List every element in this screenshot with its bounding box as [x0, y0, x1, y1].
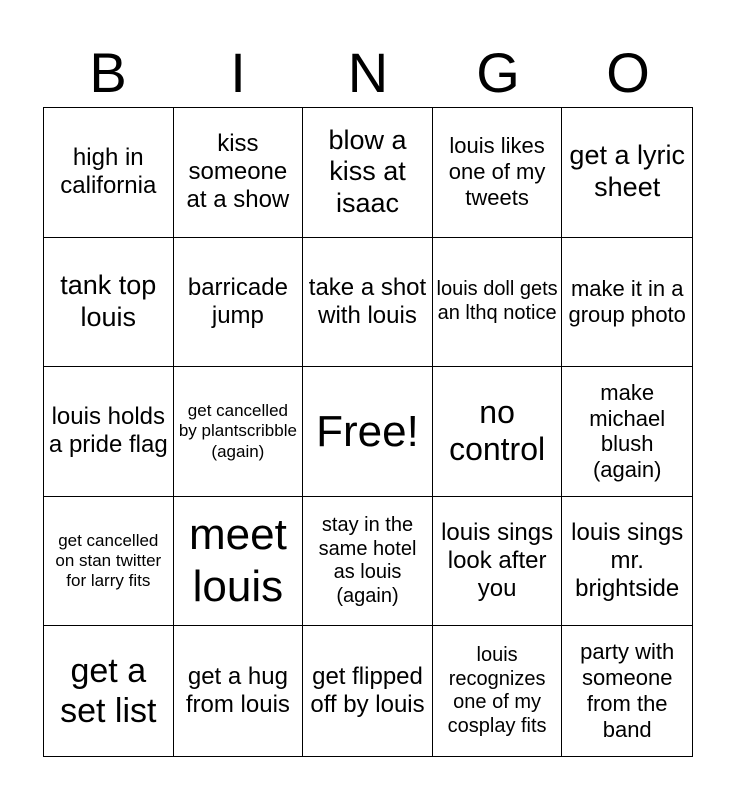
bingo-cell[interactable] — [174, 367, 304, 497]
bingo-cell[interactable] — [433, 238, 563, 368]
bingo-cell[interactable] — [433, 626, 563, 756]
bingo-cell[interactable] — [562, 626, 692, 756]
bingo-cell[interactable] — [44, 367, 174, 497]
bingo-cell[interactable] — [562, 238, 692, 368]
bingo-cell-text: louis recognizes one of my cosplay fits — [447, 644, 547, 737]
bingo-cell[interactable] — [303, 497, 433, 627]
header-letter-b: B — [89, 41, 127, 104]
bingo-cell-text: get flipped off by louis — [310, 662, 425, 719]
bingo-cell[interactable] — [433, 108, 563, 238]
bingo-cell-text: make it in a group photo — [568, 275, 686, 327]
bingo-cell-text: louis sings look after you — [441, 518, 554, 603]
bingo-cell-text: take a shot with louis — [308, 273, 427, 329]
bingo-card-grid — [43, 107, 693, 757]
bingo-cell[interactable] — [433, 367, 563, 497]
bingo-cell-text: meet louis — [188, 510, 287, 612]
bingo-cell[interactable] — [174, 238, 304, 368]
bingo-cell-text: no control — [449, 393, 546, 468]
bingo-cell-text: get cancelled on stan twitter for larry fits — [55, 531, 162, 591]
free-space-text: Free! — [316, 406, 419, 456]
bingo-cell-text: louis sings mr. brightside — [571, 518, 684, 603]
bingo-cell-text: get a hug from louis — [185, 662, 290, 719]
bingo-cell-text: louis doll gets an lthq notice — [436, 278, 558, 324]
bingo-cell[interactable] — [562, 367, 692, 497]
bingo-cell-text: louis holds a pride flag — [48, 403, 168, 459]
bingo-header — [43, 38, 693, 108]
bingo-cell-text: get cancelled by plantscribble (again) — [178, 401, 297, 461]
free-space-cell[interactable] — [303, 367, 433, 497]
header-letter-g: G — [476, 41, 520, 104]
bingo-cell[interactable] — [174, 108, 304, 238]
bingo-cell-text: get a lyric sheet — [569, 140, 685, 203]
header-letter-i: I — [230, 41, 246, 104]
bingo-cell[interactable] — [303, 238, 433, 368]
bingo-cell[interactable] — [174, 497, 304, 627]
bingo-cell-text: high in california — [60, 143, 157, 200]
bingo-cell-text: kiss someone at a show — [186, 129, 290, 214]
bingo-cell[interactable] — [562, 497, 692, 627]
bingo-cell[interactable] — [44, 238, 174, 368]
bingo-cell[interactable] — [562, 108, 692, 238]
bingo-cell-text: blow a kiss at isaac — [328, 124, 407, 219]
bingo-cell[interactable] — [174, 626, 304, 756]
bingo-cell-text: tank top louis — [60, 270, 157, 332]
bingo-cell[interactable] — [303, 108, 433, 238]
bingo-cell-text: barricade jump — [187, 273, 288, 329]
bingo-cell[interactable] — [44, 108, 174, 238]
bingo-cell-text: party with someone from the band — [580, 639, 675, 743]
header-letter-n: N — [347, 41, 389, 104]
header-letter-o: O — [606, 41, 650, 104]
bingo-cell-text: stay in the same hotel as louis (again) — [318, 513, 417, 607]
bingo-cell[interactable] — [433, 497, 563, 627]
bingo-cell-text: make michael blush (again) — [589, 379, 666, 483]
bingo-cell-text: louis likes one of my tweets — [448, 133, 546, 211]
bingo-cell-text: get a set list — [60, 652, 157, 731]
bingo-cell[interactable] — [44, 497, 174, 627]
bingo-cell[interactable] — [44, 626, 174, 756]
bingo-cell[interactable] — [303, 626, 433, 756]
